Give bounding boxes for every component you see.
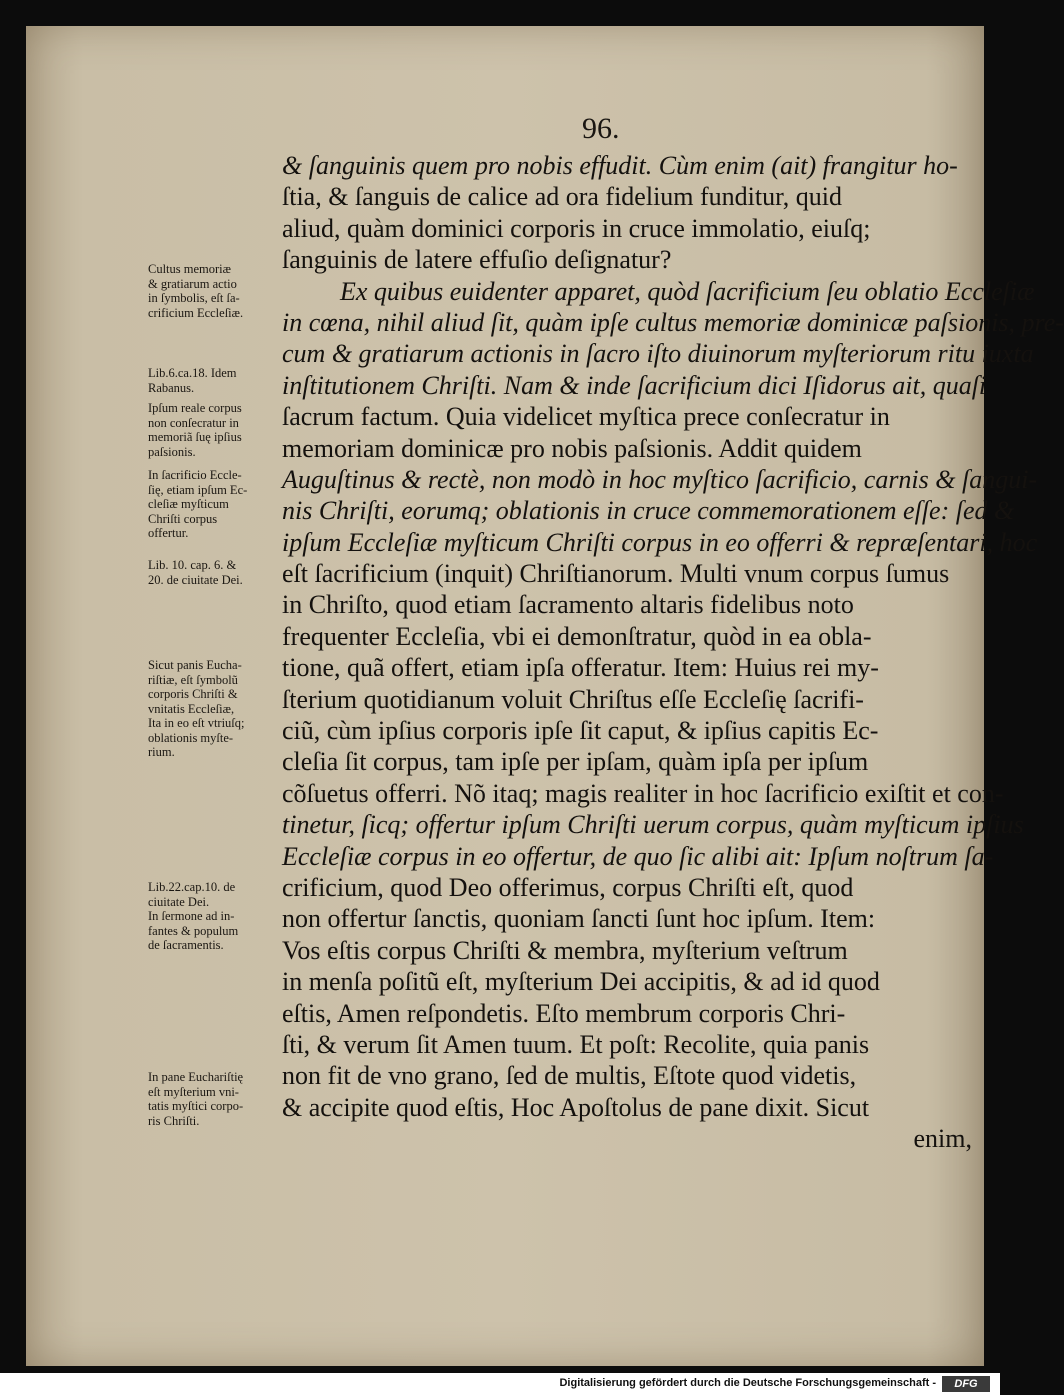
margin-note-line: memoriã ſuę ipſius [148, 430, 242, 444]
text-line: nis Chriſti, eorumq; oblationis in cruce commemorationem eſſe: ſed & [282, 496, 1015, 526]
text-line: & ſanguinis quem pro nobis effudit. Cùm enim (ait) frangitur ho- [282, 151, 958, 180]
text-line: ſanguinis de latere effuſio deſignatur? [282, 245, 672, 275]
margin-note-line: Sicut panis Eucha- [148, 658, 242, 672]
margin-note-line: Ita in eo eſt vtriuſq; [148, 716, 245, 730]
margin-note-7 [148, 880, 288, 953]
text-line: crificium, quod Deo offerimus, corpus Chriſti eſt, quod [282, 872, 854, 902]
margin-note-line: Lib.6.ca.18. Idem [148, 366, 237, 380]
margin-note-5 [148, 558, 288, 587]
margin-note-line: riſtiæ, eſt ſymbolũ [148, 672, 238, 687]
text-line: ciũ, cùm ipſius corporis ipſe ſit caput, & ipſius capitis Ec- [282, 716, 879, 746]
text-line: ſterium quotidianum voluit Chriſtus eſſe Eccleſię ſacrifi- [282, 684, 864, 714]
margin-note-line: ciuitate Dei. [148, 894, 210, 909]
margin-note-2 [148, 366, 288, 395]
margin-note-line: Chriſti corpus [148, 511, 218, 526]
text-line: in cœna, nihil aliud ſit, quàm ipſe cultus memoriæ dominicæ paſsionis, pre- [282, 307, 1064, 337]
margin-note-line: In ſacrificio Eccle- [148, 468, 242, 482]
margin-note-line: Lib.22.cap.10. de [148, 880, 236, 894]
margin-note-line: eſt myſterium vni- [148, 1084, 239, 1099]
text-line: non offertur ſanctis, quoniam ſancti ſunt hoc ipſum. Item: [282, 904, 876, 934]
margin-note-6 [148, 658, 288, 760]
scanned-page [26, 26, 1064, 1366]
text-line: Auguſtinus & rectè, non modò in hoc myſtico ſacrificio, carnis & ſangui- [282, 464, 1038, 494]
margin-note-line: vnitatis Eccleſiæ, [148, 701, 235, 716]
margin-note-4 [148, 468, 288, 541]
margin-note-line: In pane Euchariſtię [148, 1070, 244, 1084]
footer-credit: Digitalisierung gefördert durch die Deutsche Forschungsgemeinschaft - [559, 1377, 936, 1389]
text-line: cleſia ſit corpus, tam ipſe per ipſam, quàm ipſa per ipſum [282, 747, 869, 777]
text-line: non fit de vno grano, ſed de multis, Eſtote quod videtis, [282, 1061, 857, 1091]
margin-note-3 [148, 401, 288, 459]
margin-note-line: offertur. [148, 526, 189, 540]
margin-note-line: in ſymbolis, eſt ſa- [148, 291, 240, 305]
text-line: enim, [913, 1124, 972, 1154]
text-line: & accipite quod eſtis, Hoc Apoſtolus de pane dixit. Sicut [282, 1092, 870, 1122]
margin-note-line: cleſiæ myſticum [148, 497, 229, 511]
margin-note-line: Lib. 10. cap. 6. & [148, 558, 237, 572]
margin-note-line: Rabanus. [148, 380, 195, 395]
page-number: 96. [582, 112, 620, 145]
text-line: Eccleſiæ corpus in eo offertur, de quo ſic alibi ait: Ipſum noſtrum ſa- [282, 841, 994, 871]
margin-note-1 [148, 262, 288, 320]
text-line: ſtia, & ſanguis de calice ad ora fidelium funditur, quid [282, 182, 842, 212]
text-line: cum & gratiarum actionis in ſacro iſto diuinorum myſteriorum ritu iuxta [282, 339, 1034, 369]
text-line: cõſuetus offerri. Nõ itaq; magis realiter in hoc ſacrificio exiſtit et con- [282, 778, 1004, 808]
text-line: aliud, quàm dominici corporis in cruce immolatio, eiuſq; [282, 213, 871, 243]
footer-bar [0, 1373, 1000, 1395]
margin-note-line: paſsionis. [148, 444, 196, 459]
margin-note-line: Cultus memoriæ [148, 262, 231, 276]
text-line: tione, quã offert, etiam ipſa offeratur. Item: Huius rei my- [282, 653, 879, 683]
text-line: ipſum Eccleſiæ myſticum Chriſti corpus in eo offerri & repræſentari, hoc [282, 527, 1038, 557]
text-line: memoriam dominicæ pro nobis paſsionis. Addit quidem [282, 433, 862, 463]
text-line: tinetur, ſicq; offertur ipſum Chriſti uerum corpus, quàm myſticum ipſius [282, 810, 1024, 840]
margin-note-line: tatis myſtici corpo- [148, 1099, 244, 1113]
main-text-block [282, 150, 1064, 1155]
margin-note-line: rium. [148, 745, 175, 759]
margin-note-line: ris Chriſti. [148, 1113, 200, 1128]
margin-note-line: fantes & populum [148, 923, 239, 938]
margin-note-line: de ſacramentis. [148, 938, 224, 952]
text-line: ſti, & verum ſit Amen tuum. Et poſt: Recolite, quia panis [282, 1029, 870, 1059]
margin-note-line: oblationis myſte- [148, 730, 234, 745]
margin-note-line: In ſermone ad in- [148, 909, 235, 923]
margin-note-line: corporis Chriſti & [148, 687, 238, 701]
margin-note-line: & gratiarum actio [148, 276, 237, 291]
text-line: in menſa poſitũ eſt, myſterium Dei accipitis, & ad id quod [282, 967, 880, 997]
margin-note-line: ſię, etiam ipſum Ec- [148, 482, 248, 497]
margin-note-line: non conſecratur in [148, 415, 239, 430]
text-line: eſtis, Amen reſpondetis. Eſto membrum corporis Chri- [282, 998, 846, 1028]
margin-note-line: Ipſum reale corpus [148, 401, 242, 415]
dfg-logo: DFG [942, 1376, 990, 1392]
text-line: Ex quibus euidenter apparet, quòd ſacrificium ſeu oblatio Eccleſiæ [340, 276, 1035, 306]
text-line: Vos eſtis corpus Chriſti & membra, myſterium veſtrum [282, 935, 848, 965]
text-line: ſacrum factum. Quia videlicet myſtica prece conſecratur in [282, 402, 890, 432]
text-line: eſt ſacrificium (inquit) Chriſtianorum. Multi vnum corpus ſumus [282, 559, 950, 589]
margin-note-line: crificium Eccleſiæ. [148, 305, 244, 320]
text-line: inſtitutionem Chriſti. Nam & inde ſacrificium dici Iſidorus ait, quaſi [282, 370, 987, 400]
text-line: in Chriſto, quod etiam ſacramento altaris fidelibus noto [282, 590, 854, 620]
margin-note-line: 20. de ciuitate Dei. [148, 572, 243, 587]
margin-note-8 [148, 1070, 288, 1128]
text-line: frequenter Eccleſia, vbi ei demonſtratur, quòd in ea obla- [282, 621, 872, 651]
